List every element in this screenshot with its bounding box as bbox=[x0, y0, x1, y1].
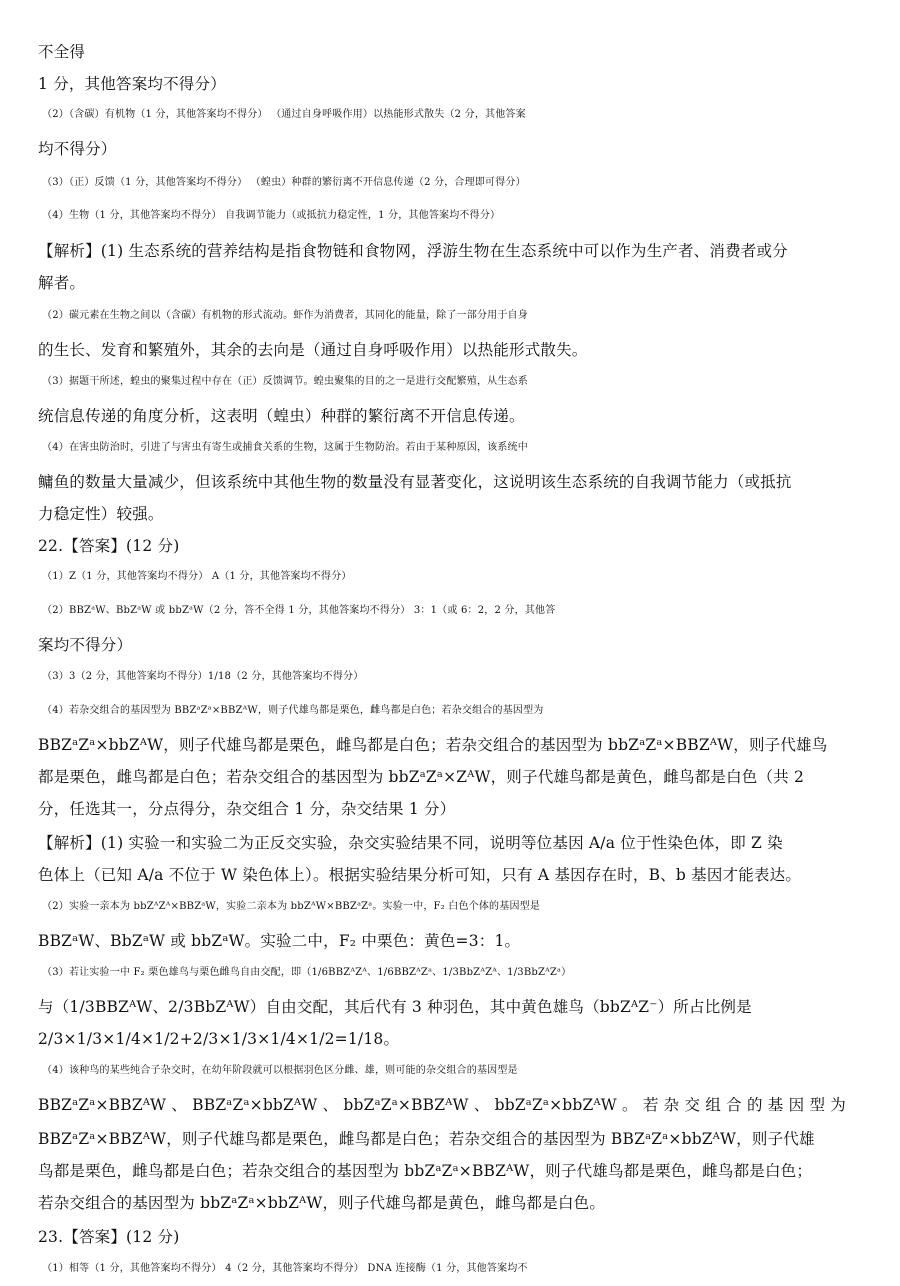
text-line: 解者。 bbox=[38, 274, 86, 292]
text-line: 鳙鱼的数量大量减少，但该系统中其他生物的数量没有显著变化，这说明该生态系统的自我调节能力（或抵抗 bbox=[38, 473, 792, 491]
text-line: 分，任选其一，分点得分，杂交组合 1 分，杂交结果 1 分） bbox=[38, 800, 456, 818]
text-line: （4）若杂交组合的基因型为 BBZᵃZᵃ×BBZᴬW，则子代雄鸟都是栗色，雌鸟都是白色；若杂交组合的基因型为 bbox=[42, 705, 544, 716]
text-line: 色体上（已知 A/a 不位于 W 染色体上）。根据实验结果分析可知，只有 A 基因存在时，B、b 基因才能表达。 bbox=[38, 866, 802, 884]
text-line: 都是栗色，雌鸟都是白色；若杂交组合的基因型为 bbZᵃZᵃ×ZᴬW，则子代雄鸟都是黄色，雌鸟都是白色（共 2 bbox=[38, 768, 805, 786]
text-line: （2）（含碳）有机物（1 分，其他答案均不得分） （通过自身呼吸作用）以热能形式散失（2 分，其他答案 bbox=[42, 109, 526, 120]
text-line: 22.【答案】(12 分) bbox=[38, 537, 180, 555]
text-line: BBZᵃZᵃ×BBZᴬW，则子代雄鸟都是栗色，雌鸟都是白色；若杂交组合的基因型为 BBZᵃZᵃ×bbZᴬW，则子代雄 bbox=[38, 1130, 815, 1148]
text-line: （2）实验一亲本为 bbZᴬZᴬ×BBZᵃW，实验二亲本为 bbZᴬW×BBZᵃZᵃ。实验一中，F₂ 白色个体的基因型是 bbox=[42, 901, 541, 912]
text-line: 案均不得分） bbox=[38, 636, 133, 654]
text-line: （2）BBZᵃW、BbZᵃW 或 bbZᵃW（2 分，答不全得 1 分，其他答案均不得分） 3：1（或 6：2，2 分，其他答 bbox=[42, 605, 556, 616]
text-line: BBZᵃZᵃ×bbZᴬW，则子代雄鸟都是栗色，雌鸟都是白色；若杂交组合的基因型为 bbZᵃZᵃ×BBZᴬW，则子代雄鸟 bbox=[38, 736, 828, 754]
text-line: （3）（正）反馈（1 分，其他答案均不得分） （蝗虫）种群的繁衍离不开信息传递（2 分，合理即可得分） bbox=[42, 177, 526, 188]
text-line: 【解析】(1) 生态系统的营养结构是指食物链和食物网，浮游生物在生态系统中可以作为生产者、消费者或分 bbox=[38, 242, 788, 260]
text-line: 鸟都是栗色，雌鸟都是白色；若杂交组合的基因型为 bbZᵃZᵃ×BBZᴬW，则子代雄鸟都是栗色，雌鸟都是白色； bbox=[38, 1162, 813, 1180]
text-line: 不全得 bbox=[38, 43, 86, 61]
text-line: 1 分，其他答案均不得分） bbox=[38, 75, 226, 93]
text-line: （3）若让实验一中 F₂ 栗色雄鸟与栗色雌鸟自由交配，即（1/6BBZᴬZᴬ、1/6BBZᴬZᵃ、1/3BbZᴬZᴬ、1/3BbZᴬZᵃ） bbox=[42, 967, 572, 978]
text-line: （4）在害虫防治时，引进了与害虫有寄生或捕食关系的生物，这属于生物防治。若由于某种原因，该系统中 bbox=[42, 442, 528, 453]
text-line: 【解析】(1) 实验一和实验二为正反交实验，杂交实验结果不同，说明等位基因 A/a 位于性染色体，即 Z 染 bbox=[38, 834, 783, 852]
text-line: （1）相等（1 分，其他答案均不得分） 4（2 分，其他答案均不得分） DNA 连接酶（1 分，其他答案均不 bbox=[42, 1263, 528, 1274]
text-line: 2/3×1/3×1/4×1/2+2/3×1/3×1/4×1/2=1/18。 bbox=[38, 1030, 400, 1048]
text-line: （3）据题干所述，蝗虫的聚集过程中存在（正）反馈调节。蝗虫聚集的目的之一是进行交配繁殖，从生态系 bbox=[42, 376, 528, 387]
text-line: （3）3（2 分，其他答案均不得分）1/18（2 分，其他答案均不得分） bbox=[42, 671, 364, 682]
text-line: 均不得分） bbox=[38, 140, 117, 158]
text-line: 与（1/3BBZᴬW、2/3BbZᴬW）自由交配，其后代有 3 种羽色，其中黄色雄鸟（bbZᴬZ⁻）所占比例是 bbox=[38, 998, 752, 1016]
text-line: BBZᵃW、BbZᵃW 或 bbZᵃW。实验二中，F₂ 中栗色：黄色=3：1。 bbox=[38, 932, 521, 950]
text-line: 23.【答案】(12 分) bbox=[38, 1228, 180, 1246]
text-line: （2）碳元素在生物之间以（含碳）有机物的形式流动。虾作为消费者，其同化的能量，除了一部分用于自身 bbox=[42, 310, 528, 321]
text-line: 统信息传递的角度分析，这表明（蝗虫）种群的繁衍离不开信息传递。 bbox=[38, 407, 525, 425]
text-line: （4）该种鸟的某些纯合子杂交时，在幼年阶段就可以根据羽色区分雌、雄，则可能的杂交组合的基因型是 bbox=[42, 1065, 518, 1076]
text-line: （4）生物（1 分，其他答案均不得分） 自我调节能力（或抵抗力稳定性，1 分，其他答案均不得分） bbox=[42, 210, 501, 221]
text-line: （1）Z（1 分，其他答案均不得分） A（1 分，其他答案均不得分） bbox=[42, 571, 352, 582]
text-line: 若杂交组合的基因型为 bbZᵃZᵃ×bbZᴬW，则子代雄鸟都是黄色，雌鸟都是白色。 bbox=[38, 1194, 606, 1212]
text-line: BBZᵃZᵃ×BBZᴬW 、 BBZᵃZᵃ×bbZᴬW 、 bbZᵃZᵃ×BBZᴬW 、 bbZᵃZᵃ×bbZᴬW 。 若 杂 交 组 合 的 基 因 型 为 bbox=[38, 1096, 846, 1114]
text-line: 的生长、发育和繁殖外，其余的去向是（通过自身呼吸作用）以热能形式散失。 bbox=[38, 341, 588, 359]
text-line: 力稳定性）较强。 bbox=[38, 505, 164, 523]
